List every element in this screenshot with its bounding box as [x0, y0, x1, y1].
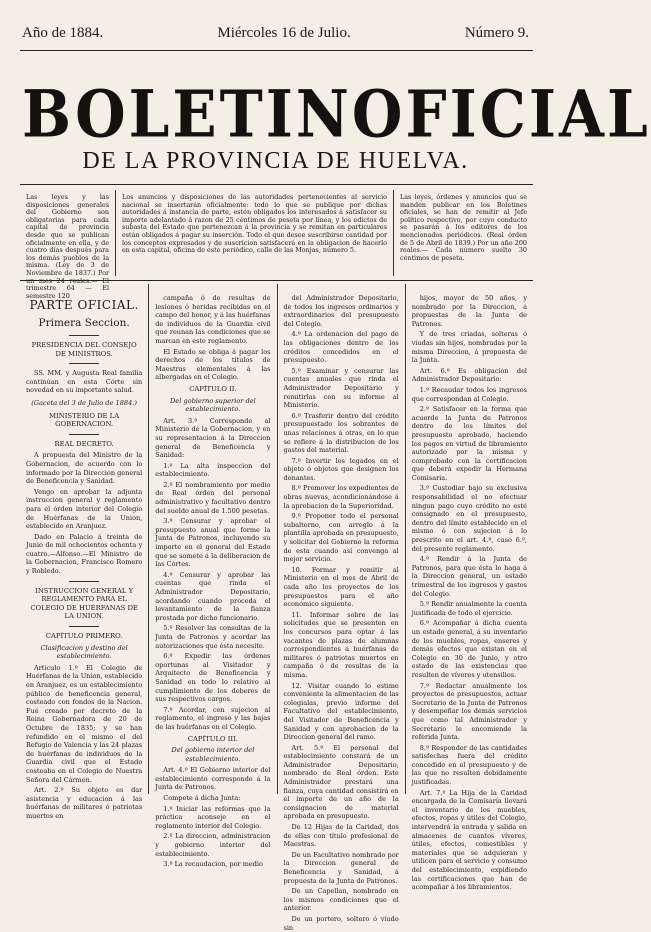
paragraph: De un Facultativo nombrado por la Direccion general de Beneficencia y Sanidad, á propuesta de la Junta de Patronos.	[283, 850, 399, 885]
paragraph: Art. 3.º Corresponde al Ministerio de la Gobernacion, y en su representacion á la Direccion general de Beneficencia y Sanidad:	[155, 416, 271, 460]
paragraph: 7.º Invertir los legados en el objeto ó objetos que designen los donantes.	[283, 456, 399, 482]
chapter-heading: CAPÍTULO III.	[187, 734, 238, 743]
masthead	[22, 75, 651, 153]
paragraph: 8.º Responder de las cantidades satisfechas fuera del crédito concedido en el presupuesto y de las que no resulten debidamente justificadas.	[411, 743, 527, 787]
paragraph: El Estado se obliga á pagar los derechos de los títulos de Maestras elementales á las albergadas en el Colegio.	[155, 347, 271, 382]
paragraph: 2.º Satisfacer en la forma que acuerde la Junta de Patronos dentro de los límites del presupuesto aprobado, haciendo los pagos en virtud de libramiento autorizado por la misma y comprobado con la certificacion que deberá expedir la Hermana Comisaria.	[411, 405, 527, 482]
paragraph: Vengo en aprobar la adjunta instruccion general y reglamento para el órden interior del Colegio de Huérfanas de la Union, establecido en Aranjuez.	[26, 487, 143, 531]
section-heading: Primera Seccion.	[38, 317, 130, 329]
paragraph: Art. 2.º Su objeto es dar asistencia y educacion á las huérfanas de militares ó patriotas muertos en	[26, 786, 143, 820]
chapter-heading: CAPÍTULO II.	[189, 384, 237, 393]
paragraph: Compete á dicha Junta:	[163, 794, 241, 803]
chapter-subtitle: Del gobierno interior del establecimiento.	[171, 746, 255, 763]
instruction-heading: INSTRUCCION GENERAL Y REGLAMENTO PARA EL COLEGIO DE HUÉRFANAS DE LA UNION.	[30, 586, 138, 621]
issue-date: Miércoles 16 de Julio.	[217, 24, 351, 41]
dateline: (Gaceta del 3 de Julio de 1884.)	[31, 398, 137, 407]
paragraph: De un Capellan, nombrado en los mismos condiciones que el anterior.	[283, 887, 399, 913]
paragraph: 5.º Examinar y censurar las cuentas anuales que rinda el Administrador Depositario y remitirlas con su informe al Ministerio.	[283, 366, 399, 410]
divider	[69, 626, 99, 627]
paragraph: Art. 4.º El Gobierno interior del establecimiento corresponde á la Junta de Patronos.	[155, 766, 271, 792]
divider	[69, 434, 99, 435]
paragraph: 3.º Custodiar bajo su exclusiva responsabilidad el no efectuar ningun pago cuyo crédito no esté consignado en el presupuesto, dentro del límite establecido en el mismo ó con sujecion á lo prescrito en el art. 4.º, caso 6.º, del presente reglamento.	[411, 484, 527, 553]
masthead-title-left: BOLETIN	[22, 75, 352, 153]
paragraph: Dado en Palacio á treinta de Junio de mil ochocientos ochenta y cuatro.—Alfonso.—El Ministro de la Gobernacion, Francisco Romero y Robledo.	[26, 532, 143, 576]
paragraph: 4.º La ordenacion del pago de las obligaciones dentro de los créditos concedidos en el presupuesto.	[283, 330, 399, 365]
chapter-subtitle: Del gobierno superior del establecimiento.	[170, 396, 256, 414]
paragraph: 4.º Rendir á la Junta de Patronos, para que ésta lo haga á la Direccion general, un estado trimestral de los ingresos y gastos del Colegio.	[411, 555, 527, 598]
notice-right-text: Las leyes, órdenes y anuncios que se manden publicar en los Boletines oficiales, se han de remitir al Jefe político respectivo, por cuyo conducto se pasarán á los editores de los mencionados periódicos. (Real órden de 5 de Abril de 1839.) Por un año 200 reales.— Cada número suelto 30 céntimos de peseta.	[400, 193, 527, 262]
paragraph: Artículo 1.º El Colegio de Huérfanas de la Union, establecido en Aranjuez, es un establecimiento público de beneficencia general, costeado con fondos de la Nacion. Fué creado por decreto de la Reina Gobernadora de 20 de Octubre de 1835; y se han refundido en el mismo el del Refugio de Valencia y las 24 plazas de huérfanas de individuos de la Guardia civil que el Estado costeaba en el Colegio de Nuestra Señora del Cármen.	[26, 663, 143, 784]
notice-left	[20, 190, 116, 300]
paragraph: 5.º Rendir anualmente la cuenta justificada de todo el ejercicio.	[411, 600, 527, 617]
masthead-subtitle: DE LA PROVINCIA DE HUELVA.	[82, 148, 469, 174]
paragraph: 9.º Proponer todo el personal subalterno, con arreglo á la plantilla aprobada en presupuesto, y solicitar del Gobierno la reforma de esta cuando así convenga al mejor servicio.	[283, 512, 399, 564]
paragraph: 3.º Censurar y aprobar el presupuesto anual que forme la Junta de Patronos, incluyendo su importe en el general del Estado que se somete á la deliberacion de las Córtes.	[155, 517, 271, 569]
paragraph: 2.º El nombramiento por medio de Real órden del personal administrativo y facultativo dentro del sueldo anual de 1.500 pesetas.	[155, 480, 271, 515]
paragraph: del Administrador Depositario, de todos los ingresos ordinarios y extraordinarios del presupuesto del Colegio.	[283, 294, 399, 328]
column-4	[405, 284, 533, 892]
paragraph: 11. Informar sobre de las solicitudes que se presenten en los concursos para optar á las vacantes de plazas de alumnas correspondientes á huérfanas de militares ó patriotas muertos en campaña ó de resultas de la misma.	[283, 610, 399, 679]
paragraph: hijos, mayor de 50 años, y nombrado por la Direccion, á propuestas de la Junta de Patronos.	[411, 294, 527, 328]
paragraph: Art. 7.º La Hija de la Caridad encargada de la Comisaría llevará el inventario de los muebles, efectos, ropas y útiles del Colegio, intervendrá la entrada y salida en almacenes de cuantos víveres, útiles, efectos, comestibles y materiales que se adquieran y utilicen para el servicio y consumo del establecimiento, expidiendo las certificaciones que han de acompañar á los libramientos.	[411, 788, 527, 892]
divider	[69, 363, 99, 364]
paragraph: 1.º Iniciar las reformas que la práctica aconseje en el reglamento interior del Colegio.	[155, 804, 271, 830]
issue-year: Año de 1884.	[22, 24, 104, 41]
paragraph: Art. 5.º El personal del establecimiento constará de un Administrador Depositario, nombrado de Real órden. Este Administrador prestará una fianza, cuya cantidad consistirá en el importe de un año de la consignacion de material aprobada en presupuesto.	[283, 743, 399, 821]
paragraph: 6.º Acompañar á dicha cuenta un estado general, á su inventario de los muebles, ropas, enseres y demás efectos que existan en el Colegio en 30 de Junio, y otro estado de las existencias que resulten de víveres y utensilios.	[411, 619, 527, 679]
paragraph: 6.º Expedir las órdenes oportunas al Visitador y Arquitecto de Beneficencia y Sanidad en todo lo relativo al cumplimiento de los deberes de sus respectivos cargos.	[155, 652, 271, 704]
presidency-heading: PRESIDENCIA DEL CONSEJO DE MINISTROS.	[31, 341, 137, 358]
paragraph: De 12 Hijas de la Caridad, dos de ellas con título profesional de Maestras.	[283, 823, 399, 849]
paragraph: 5.º Resolver las consultas de la Junta de Patronos y acordar las autorizaciones que ésta necesite.	[155, 624, 271, 650]
issue-number: Número 9.	[464, 24, 529, 41]
paragraph: 7.º Acordar, con sujecion al reglamento, el ingreso y las bajas de las huérfanas en el Colegio.	[155, 705, 271, 731]
notice-center	[116, 190, 394, 276]
paragraph: 3.º La recaudacion, por medio	[163, 860, 263, 869]
paragraph: 10. Formar y remitir al Ministerio en el mes de Abril de cada año los proyectos de los presupuestos para el año económico siguiente.	[283, 565, 399, 609]
notice-center-text: Los anuncios y disposiciones de las autoridades pertenecientes al servicio nacional se insertarán oficialmente: todo lo que se publique por dichas autoridades á instancia de parte, estén obligados los interesados á satisfacer su importe adelantado á razon de 25 céntimos de peseta por línea, y los edictos de subasta del Estado que pertenezcan á la provincia y se remitan en particulares están obligados á pagar su inserción. Todo el que desee suscribirse cantidad por los conceptos expresados y de suscricion satisfacerá en la obligacion de hacerlo en esta capital, oficina de este periódico, calle de las Monjas, número 5.	[122, 193, 387, 255]
notice-band	[20, 190, 533, 300]
notice-left-text: Las leyes y las disposiciones generales del Gobierno son obligatorias para cada capital de provincia desde que se publican oficialmente en ella, y de cuatro días después para los demás pueblos de la misma. (Ley de 3 de Noviembre de 1837.) Por un mes 24 reales.— El trimestre 64 — El semestre 120	[26, 193, 109, 300]
chapter-subtitle: Clasificacion y destino del establecimiento.	[40, 643, 128, 661]
paragraph: De un portero, soltero ó viudo sin	[283, 914, 399, 932]
paragraph: 1.º Recaudar todos los ingresos que correspondan al Colegio.	[411, 385, 527, 403]
decree-heading: REAL DECRETO.	[54, 439, 114, 448]
article-columns	[20, 284, 533, 932]
paragraph: A propuesta del Ministro de la Gobernacion, de acuerdo con lo informado por la Direccion general de Beneficencia y Sanidad.	[26, 451, 143, 486]
divider	[69, 335, 99, 336]
paragraph: 1.º La alta inspeccion del establecimiento.	[155, 461, 271, 479]
column-3	[277, 284, 405, 932]
subtitle-rule	[20, 184, 533, 185]
paragraph: 6.º Trasferir dentro del crédito presupuestado los sobrantes de unas relaciones á otras, en lo que se refiere á la distribucion de los gastos del material.	[283, 411, 399, 455]
paragraph: 8.º Promover los expedientes de obras nuevas, acondicionándose á la aprobacion de la Superioridad.	[283, 484, 399, 510]
notice-rule	[20, 280, 533, 281]
paragraph: 2.º La direccion, administracion y gobierno interior del establecimiento.	[155, 832, 271, 858]
paragraph: campaña ó de resultas de lesiones ó heridas recibidas en el campo del honor, y á las huérfanas de individuos de la Guardia civil que reunan las condiciones que se marcan en este reglamento.	[155, 294, 271, 345]
paragraph: 12. Visitar cuando lo estime conveniente la alimentacion de las colegialas, previo informe del Facultativo del establecimiento, del Visitador de Beneficencia y Sanidad y con aprobacion de la Direccion general del ramo.	[283, 681, 399, 742]
paragraph: 4.º Censurar y aprobar las cuentas que rinda el Administrador Depositario, acordando cuando proceda el levantamiento de la fianza prestada por dicho funcionario.	[155, 570, 271, 622]
masthead-title-right: OFICIAL	[351, 75, 651, 153]
paragraph: 7.º Redactar anualmente los proyectos de presupuestos, actuar Secretario de la Junta de Patronos y desempeñar los demás servicios que como tal Administrador y Secretario le encomiende la referida Junta.	[411, 681, 527, 742]
header-rule	[20, 50, 533, 51]
notice-right	[394, 190, 533, 276]
column-2	[148, 284, 276, 869]
divider	[69, 581, 99, 582]
column-1	[20, 284, 148, 820]
chapter-heading: CAPÍTULO PRIMERO.	[45, 632, 123, 641]
paragraph: Art. 6.º Es obligacion del Administrador Depositario:	[411, 366, 527, 384]
ministry-heading: MINISTERIO DE LA GOBERNACION.	[49, 411, 120, 429]
paragraph: Y de tres criadas, solteras ó viudas sin hijos, nombradas por la misma Direccion, á propuesta de la Junta.	[411, 330, 527, 365]
header-line	[22, 24, 529, 42]
part-heading: PARTE OFICIAL.	[29, 298, 139, 312]
paragraph: SS. MM. y Augusta Real familia continúan en esta Córte sin novedad en su importante salud.	[26, 369, 143, 395]
